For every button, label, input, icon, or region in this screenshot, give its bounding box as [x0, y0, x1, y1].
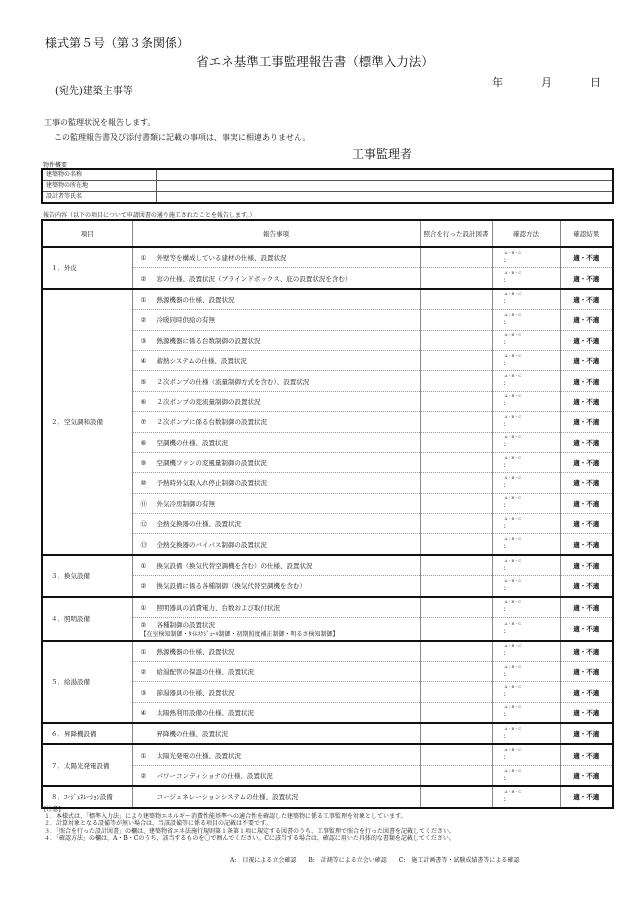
- item-text: 換気設備（換気代替空調機を含む）の仕様、設置状況: [156, 562, 313, 571]
- item-category: ６．昇降機設備: [42, 723, 132, 744]
- item-number: ①: [140, 751, 147, 760]
- method-cell[interactable]: [492, 247, 560, 268]
- result-choice[interactable]: 適・不適: [560, 723, 613, 744]
- result-choice[interactable]: 適・不適: [560, 514, 613, 534]
- method-legend: A: 目視による立会確認 B: 計測等による立会い確認 C: 施工計画書等・試験成績書等による確認: [230, 857, 520, 864]
- method-colon: :: [503, 480, 506, 489]
- method-options[interactable]: A・B・C: [504, 454, 522, 460]
- table-row: [42, 289, 613, 310]
- result-choice[interactable]: 適・不適: [560, 289, 613, 310]
- report-table: [41, 219, 614, 809]
- method-options[interactable]: A・B・C: [504, 767, 522, 773]
- result-choice[interactable]: 適・不適: [560, 493, 613, 513]
- design-document-field[interactable]: [420, 514, 492, 534]
- item-number: ①: [140, 254, 147, 263]
- method-options[interactable]: A・B・C: [504, 474, 522, 480]
- result-choice[interactable]: 適・不適: [560, 765, 613, 786]
- method-colon: :: [503, 338, 506, 347]
- overview-label: 物件概要: [43, 162, 68, 169]
- item-text: 冷暖同時供給の有無: [156, 316, 215, 325]
- item-text: 熱源機器の仕様、設置状況: [156, 647, 235, 656]
- item-text: 空調機ファンの変風量制御の設置状況: [156, 459, 267, 468]
- item-category: ２．空気調和設備: [42, 289, 132, 555]
- table-row: [42, 597, 613, 618]
- design-document-field[interactable]: [420, 723, 492, 744]
- method-colon: :: [503, 669, 506, 678]
- item-text: ２次ポンプの仕様（流量制御方式を含む）、設置状況: [156, 377, 310, 386]
- item-number: ⑤: [140, 377, 147, 386]
- design-document-field[interactable]: [420, 289, 492, 310]
- table-row: [42, 641, 613, 662]
- overview-row: [42, 169, 613, 181]
- method-options[interactable]: A・B・C: [504, 599, 522, 605]
- overview-label-designer: 設計者等氏名: [42, 192, 156, 204]
- item-category: ３．換気設備: [42, 555, 132, 597]
- result-choice[interactable]: 適・不適: [560, 786, 613, 807]
- method-cell[interactable]: [492, 289, 560, 310]
- item-number: ①: [140, 647, 147, 656]
- overview-row: [42, 181, 613, 192]
- method-options[interactable]: A・B・C: [504, 788, 522, 794]
- method-cell[interactable]: [492, 350, 560, 370]
- design-document-field[interactable]: [420, 350, 492, 370]
- result-choice[interactable]: 適・不適: [560, 641, 613, 662]
- building-address-field[interactable]: [156, 181, 613, 192]
- method-cell[interactable]: [492, 682, 560, 702]
- method-cell[interactable]: [492, 310, 560, 330]
- method-colon: :: [503, 794, 506, 803]
- method-colon: :: [503, 690, 506, 698]
- item-number: ⑪: [140, 499, 147, 508]
- item-text: 熱源機器に係る台数制御の設置状況: [156, 336, 261, 345]
- method-colon: :: [503, 710, 506, 719]
- design-document-field[interactable]: [420, 473, 492, 493]
- item-text: 太陽熱利用設備の仕様、設置状況: [156, 708, 254, 717]
- method-options[interactable]: A・B・C: [504, 393, 522, 399]
- result-choice[interactable]: 適・不適: [560, 268, 613, 289]
- design-document-field[interactable]: [420, 682, 492, 702]
- item-number: ②: [140, 772, 147, 781]
- note-item: ２．計算対象となる設備等が無い場合は、当該設備等に係る項目の記載は不要です。: [44, 820, 272, 828]
- method-options[interactable]: A・B・C: [504, 249, 522, 255]
- method-options[interactable]: A・B・C: [504, 515, 522, 521]
- item-text: パワーコンディショナの仕様、設置状況: [156, 772, 273, 781]
- method-options[interactable]: A・B・C: [504, 291, 522, 297]
- date-year-label: 年: [492, 76, 503, 89]
- design-document-field[interactable]: [420, 371, 492, 391]
- table-row: [42, 555, 613, 576]
- result-choice[interactable]: 適・不適: [560, 432, 613, 452]
- item-number: ①: [140, 603, 147, 612]
- method-cell[interactable]: [492, 473, 560, 493]
- item-subtext: 【在室検知制御・ﾀｲﾑｽｹｼﾞｭｰﾙ制御・初期照度補正制御・明るさ検知制御】: [140, 630, 339, 638]
- design-document-field[interactable]: [420, 534, 492, 555]
- method-colon: :: [503, 399, 506, 408]
- item-text: 各種制御の設置状況: [156, 620, 215, 629]
- item-text: 熱源機器の仕様、設置状況: [156, 295, 235, 304]
- method-cell[interactable]: [492, 452, 560, 472]
- method-cell[interactable]: [492, 618, 560, 641]
- design-document-field[interactable]: [420, 452, 492, 472]
- result-choice[interactable]: 適・不適: [560, 330, 613, 350]
- item-number: ④: [140, 708, 147, 717]
- overview-label-address: 建築物の所在地: [42, 181, 156, 192]
- note-item: １．本様式は、「標準入力法」により建築物エネルギー消費性能基準への適合性を確認した建築物に係る工事監理を対象としています。: [44, 813, 407, 821]
- item-number: ⑫: [140, 520, 147, 529]
- item-text: 照明器具の消費電力、台数および取付状況: [156, 603, 280, 612]
- result-choice[interactable]: 適・不適: [560, 310, 613, 330]
- statement-report: 工事の監理状況を報告します。: [44, 118, 156, 127]
- item-text: 蓄熱システムの仕様、設置状況: [156, 357, 247, 366]
- result-choice[interactable]: 適・不適: [560, 412, 613, 432]
- method-colon: :: [503, 563, 506, 572]
- method-options[interactable]: A・B・C: [504, 643, 522, 649]
- method-colon: :: [503, 297, 506, 306]
- item-category: １．外皮: [42, 247, 132, 289]
- method-cell[interactable]: [492, 765, 560, 786]
- method-colon: :: [503, 605, 506, 614]
- item-text: 予熱時外気取入れ停止制御の設置状況: [156, 479, 267, 488]
- design-document-field[interactable]: [420, 765, 492, 786]
- item-category: ５．給湯設備: [42, 641, 132, 724]
- item-text: 外壁等を構成している建材の仕様、設置状況: [156, 254, 287, 263]
- method-cell[interactable]: [492, 514, 560, 534]
- item-number: ⑥: [140, 397, 147, 406]
- statement-truth: この監理報告書及び添付書類に記載の事項は、事実に相違ありません。: [54, 133, 311, 142]
- designer-name-field[interactable]: [156, 192, 613, 204]
- item-number: ①: [140, 562, 147, 571]
- item-number: ②: [140, 316, 147, 325]
- result-choice[interactable]: 適・不適: [560, 534, 613, 555]
- header-design: 照合を行った設計図書: [420, 220, 492, 247]
- method-colon: :: [503, 542, 506, 551]
- item-text: ２次ポンプに係る台数制御の設置状況: [156, 418, 267, 427]
- method-cell[interactable]: [492, 534, 560, 555]
- result-choice[interactable]: 適・不適: [560, 247, 613, 268]
- method-options[interactable]: A・B・C: [504, 413, 522, 419]
- result-choice[interactable]: 適・不適: [560, 473, 613, 493]
- method-cell[interactable]: [492, 786, 560, 807]
- design-document-field[interactable]: [420, 310, 492, 330]
- method-cell[interactable]: [492, 702, 560, 723]
- date-month-label: 月: [541, 76, 552, 89]
- item-number: ⑧: [140, 438, 147, 447]
- item-number: ⑬: [140, 540, 147, 549]
- design-document-field[interactable]: [420, 641, 492, 662]
- result-choice[interactable]: 適・不適: [560, 391, 613, 411]
- method-options[interactable]: A・B・C: [504, 577, 522, 583]
- item-number: ②: [140, 668, 147, 677]
- note-item: ３．「照合を行った設計図書」の欄は、建築物省エネ法施行規則第１条第１項に規定する図書のうち、工事監理で照合を行った図書を記載してください。: [44, 827, 456, 835]
- item-number: ④: [140, 357, 147, 366]
- method-options[interactable]: A・B・C: [504, 725, 522, 731]
- notes: [44, 806, 455, 842]
- design-document-field[interactable]: [420, 268, 492, 289]
- method-colon: :: [503, 521, 506, 530]
- method-options[interactable]: A・B・C: [504, 352, 522, 358]
- item-text: 窓の仕様、設置状況（ブラインドボックス、庇の設置状況を含む）: [156, 274, 352, 283]
- table-row: [42, 744, 613, 765]
- method-options[interactable]: A・B・C: [504, 747, 522, 753]
- overview-row: [42, 192, 613, 204]
- result-choice[interactable]: 適・不適: [560, 597, 613, 618]
- method-cell[interactable]: [492, 371, 560, 391]
- method-options[interactable]: A・B・C: [504, 332, 522, 338]
- item-category: ７．太陽光発電設備: [42, 744, 132, 786]
- method-colon: :: [503, 460, 506, 469]
- item-text: 外気冷房制御の有無: [156, 499, 215, 508]
- page-title: 省エネ基準工事監理報告書（標準入力法）: [196, 54, 434, 69]
- design-document-field[interactable]: [420, 555, 492, 576]
- result-choice[interactable]: 適・不適: [560, 350, 613, 370]
- supervisor-label: 工事監理者: [352, 147, 413, 161]
- item-number: ⑩: [140, 479, 147, 488]
- item-text: 全熱交換器のバイパス制御の設置状況: [156, 540, 267, 549]
- method-options[interactable]: A・B・C: [504, 373, 522, 379]
- method-cell[interactable]: [492, 723, 560, 744]
- method-cell[interactable]: [492, 661, 560, 681]
- design-document-field[interactable]: [420, 661, 492, 681]
- item-number: ③: [140, 336, 147, 345]
- method-cell[interactable]: [492, 641, 560, 662]
- method-cell[interactable]: [492, 391, 560, 411]
- method-colon: :: [503, 583, 506, 592]
- method-options[interactable]: A・B・C: [504, 557, 522, 563]
- item-text: 昇降機の仕様、設置状況: [156, 730, 228, 739]
- method-options[interactable]: A・B・C: [504, 536, 522, 542]
- method-cell[interactable]: [492, 330, 560, 350]
- report-caption: 報告内容（以下の項目について申請図書の通り施工されたことを報告します。）: [43, 212, 256, 219]
- method-cell[interactable]: [492, 576, 560, 597]
- design-document-field[interactable]: [420, 247, 492, 268]
- result-choice[interactable]: 適・不適: [560, 576, 613, 597]
- method-colon: :: [503, 358, 506, 367]
- result-choice[interactable]: 適・不適: [560, 744, 613, 765]
- result-choice[interactable]: 適・不適: [560, 555, 613, 576]
- method-colon: :: [503, 626, 506, 635]
- method-cell[interactable]: [492, 432, 560, 452]
- design-document-field[interactable]: [420, 330, 492, 350]
- header-result: 確認結果: [560, 220, 613, 247]
- method-options[interactable]: A・B・C: [504, 663, 522, 669]
- item-text: 全熱交換器の仕様、設置状況: [156, 520, 241, 529]
- method-cell[interactable]: [492, 744, 560, 765]
- method-options[interactable]: A・B・C: [504, 620, 522, 626]
- item-category: ８．ｺｰｼﾞｪﾈﾚｰｼｮﾝ設備: [42, 786, 132, 807]
- method-options[interactable]: A・B・C: [504, 270, 522, 276]
- method-cell[interactable]: [492, 268, 560, 289]
- method-colon: :: [503, 379, 506, 388]
- table-row: [42, 723, 613, 744]
- design-document-field[interactable]: [420, 597, 492, 618]
- method-colon: :: [503, 773, 506, 782]
- item-text: ２次ポンプの変流量制御の設置状況: [156, 397, 261, 406]
- method-colon: :: [503, 501, 506, 510]
- method-cell[interactable]: [492, 412, 560, 432]
- table-row: [42, 247, 613, 268]
- design-document-field[interactable]: [420, 744, 492, 765]
- item-text: コージェネレーションシステムの仕様、設置状況: [156, 793, 299, 802]
- result-choice[interactable]: 適・不適: [560, 618, 613, 641]
- method-options[interactable]: A・B・C: [504, 704, 522, 710]
- item-text: 空調機の仕様、設置状況: [156, 438, 228, 447]
- overview-label-name: 建築物の名称: [42, 169, 156, 181]
- method-colon: :: [503, 317, 506, 326]
- header-item: 項目: [42, 220, 132, 247]
- item-text: 節湯器具の仕様、設置状況: [156, 688, 235, 697]
- design-document-field[interactable]: [420, 618, 492, 641]
- header-matter: 報告事項: [132, 220, 420, 247]
- item-text: 給湯配管の保温の仕様、設置状況: [156, 668, 254, 677]
- method-colon: :: [503, 276, 506, 285]
- item-number: ②: [140, 582, 147, 591]
- method-options[interactable]: A・B・C: [504, 311, 522, 317]
- header-method: 確認方法: [492, 220, 560, 247]
- report-header-row: [42, 220, 613, 247]
- design-document-field[interactable]: [420, 412, 492, 432]
- method-cell[interactable]: [492, 597, 560, 618]
- design-document-field[interactable]: [420, 493, 492, 513]
- method-colon: :: [503, 419, 506, 428]
- method-colon: :: [503, 440, 506, 449]
- item-text: 換気設備に係る各種制御（換気代替空調機を含む）: [156, 582, 306, 591]
- method-options[interactable]: A・B・C: [504, 434, 522, 440]
- item-text: 太陽光発電の仕様、設置状況: [156, 751, 241, 760]
- item-number: ②: [140, 274, 147, 283]
- method-options[interactable]: A・B・C: [504, 684, 522, 689]
- result-choice[interactable]: 適・不適: [560, 702, 613, 723]
- table-row: [42, 786, 613, 807]
- design-document-field[interactable]: [420, 576, 492, 597]
- item-number: ①: [140, 295, 147, 304]
- date-day-label: 日: [590, 76, 601, 89]
- item-number: ⑦: [140, 418, 147, 427]
- item-category: ４．照明設備: [42, 597, 132, 641]
- method-colon: :: [503, 255, 506, 264]
- result-choice[interactable]: 適・不適: [560, 682, 613, 702]
- form-number: 様式第５号（第３条関係）: [45, 36, 190, 50]
- item-number: ③: [140, 688, 147, 697]
- method-colon: :: [503, 753, 506, 762]
- method-colon: :: [503, 731, 506, 740]
- property-overview-table: [41, 168, 614, 204]
- addressee: (宛先)建築主事等: [55, 86, 133, 97]
- design-document-field[interactable]: [420, 702, 492, 723]
- item-number: ②: [140, 620, 147, 629]
- design-document-field[interactable]: [420, 786, 492, 807]
- design-document-field[interactable]: [420, 432, 492, 452]
- method-options[interactable]: A・B・C: [504, 495, 522, 501]
- design-document-field[interactable]: [420, 391, 492, 411]
- building-name-field[interactable]: [156, 169, 613, 181]
- notes-title: [注意]: [44, 806, 61, 813]
- item-number: ⑨: [140, 459, 147, 468]
- method-cell[interactable]: [492, 555, 560, 576]
- result-choice[interactable]: 適・不適: [560, 371, 613, 391]
- result-choice[interactable]: 適・不適: [560, 452, 613, 472]
- result-choice[interactable]: 適・不適: [560, 661, 613, 681]
- note-item: ４．「確認方法」の欄は、A・B・Cのうち、該当するものを〇で囲んでください。Cに該当する場合は、確認に用いた具体的な書類を記載してください。: [44, 834, 455, 842]
- method-cell[interactable]: [492, 493, 560, 513]
- method-colon: :: [503, 649, 506, 658]
